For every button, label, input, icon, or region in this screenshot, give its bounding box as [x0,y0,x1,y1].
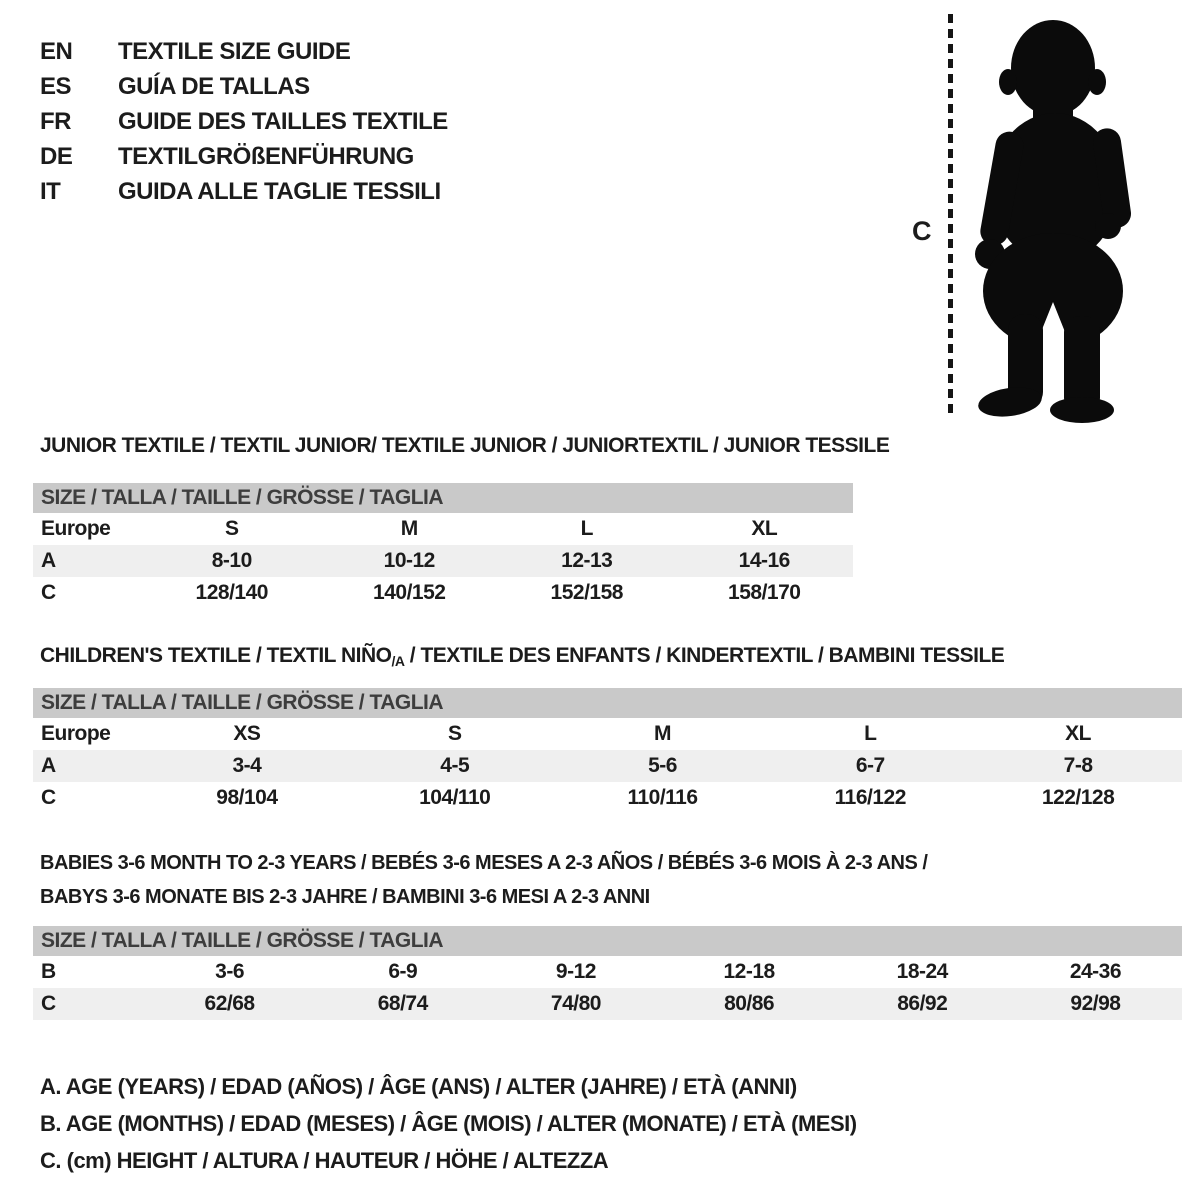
language-code: EN [40,37,73,65]
height-cell: 62/68 [204,992,255,1015]
babies-section-title [40,846,927,914]
babies-size-table [33,926,1182,1020]
legend-line-age-years: A. AGE (YEARS) / EDAD (AÑOS) / ÂGE (ANS) / ALTER (JAHRE) / ETÀ (ANNI) [40,1074,797,1099]
row-label: Europe [41,517,111,540]
language-row-fr [40,104,448,139]
size-header-band: SIZE / TALLA / TAILLE / GRÖSSE / TAGLIA [33,926,1182,956]
size-header-band: SIZE / TALLA / TAILLE / GRÖSSE / TAGLIA [33,483,853,513]
table-row-height [33,988,1182,1020]
children-section-title [40,644,1004,669]
junior-section-title: JUNIOR TEXTILE / TEXTIL JUNIOR/ TEXTILE JUNIOR / JUNIORTEXTIL / JUNIOR TESSILE [40,434,890,457]
row-label: C [41,992,56,1015]
height-cell: 158/170 [728,581,801,604]
height-cell: 110/116 [627,786,698,809]
guide-title: TEXTILE SIZE GUIDE [118,37,351,65]
table-row-age [33,750,1182,782]
legend-line-height: C. (cm) HEIGHT / ALTURA / HAUTEUR / HÖHE / ALTEZZA [40,1148,609,1173]
row-label: C [41,786,56,809]
children-title-pre: CHILDREN'S TEXTILE / TEXTIL NIÑO [40,644,392,667]
height-cell: 128/140 [195,581,268,604]
legend-line-age-months: B. AGE (MONTHS) / EDAD (MESES) / ÂGE (MOIS) / ALTER (MONATE) / ETÀ (MESI) [40,1111,857,1136]
language-row-en [40,34,448,69]
children-size-table [33,688,1182,814]
months-cell: 12-18 [723,960,775,983]
size-cell: XL [1065,722,1091,745]
size-cell: L [580,517,593,540]
row-label: A [41,754,56,777]
language-code: DE [40,142,73,170]
height-cell: 86/92 [897,992,948,1015]
height-cell: 74/80 [550,992,601,1015]
toddler-silhouette-icon [958,16,1148,424]
months-cell: 9-12 [555,960,596,983]
height-cell: 80/86 [724,992,775,1015]
language-row-it [40,174,448,209]
size-header-band: SIZE / TALLA / TAILLE / GRÖSSE / TAGLIA [33,688,1182,718]
height-cell: 152/158 [550,581,623,604]
height-cell: 122/128 [1041,786,1115,809]
size-cell: XL [751,517,778,540]
language-code: FR [40,107,71,135]
measurement-legend [40,1068,857,1179]
age-cell: 4-5 [440,754,470,777]
age-cell: 14-16 [738,549,790,572]
language-title-block [40,34,448,209]
height-cell: 116/122 [834,786,906,809]
table-row-height [33,577,853,609]
children-title-post: / TEXTILE DES ENFANTS / KINDERTEXTIL / BAMBINI TESSILE [404,644,1005,667]
guide-title: TEXTILGRÖßENFÜHRUNG [118,142,414,170]
size-cell: XS [233,722,261,745]
size-cell: S [447,722,462,745]
size-cell: L [864,722,877,745]
age-cell: 6-7 [855,754,885,777]
language-row-de [40,139,448,174]
guide-title: GUIDA ALLE TAGLIE TESSILI [118,177,441,205]
height-cell: 68/74 [377,992,428,1015]
age-cell: 10-12 [383,549,435,572]
height-cell: 92/98 [1070,992,1121,1015]
children-title-sub: /A [391,653,405,669]
size-cell: M [400,517,418,540]
size-cell: M [653,722,671,745]
table-row-europe [33,718,1182,750]
months-cell: 3-6 [215,960,245,983]
junior-size-table [33,483,853,609]
row-label: C [41,581,56,604]
dashed-measure-line [948,14,953,418]
table-row-age [33,545,853,577]
months-cell: 24-36 [1069,960,1122,983]
babies-title-line1: BABIES 3-6 MONTH TO 2-3 YEARS / BEBÉS 3-6 MESES A 2-3 AÑOS / BÉBÉS 3-6 MOIS À 2-3 ANS / [40,852,928,874]
row-label: Europe [41,722,111,745]
months-cell: 6-9 [388,960,418,983]
size-cell: S [224,517,239,540]
months-cell: 18-24 [896,960,948,983]
age-cell: 3-4 [232,754,262,777]
height-cell: 140/152 [373,581,446,604]
table-row-height [33,782,1182,814]
table-row-europe [33,513,853,545]
guide-title: GUÍA DE TALLAS [118,72,310,100]
language-code: IT [40,177,61,205]
row-label: A [41,549,56,572]
age-cell: 8-10 [211,549,252,572]
height-cell: 104/110 [419,786,491,809]
babies-title-line2: BABYS 3-6 MONATE BIS 2-3 JAHRE / BAMBINI 3-6 MESI A 2-3 ANNI [40,886,650,908]
row-label: B [41,960,56,983]
language-code: ES [40,72,72,100]
height-cell: 98/104 [216,786,278,809]
age-cell: 7-8 [1063,754,1093,777]
language-row-es [40,69,448,104]
age-cell: 12-13 [561,549,613,572]
age-cell: 5-6 [648,754,677,777]
table-row-months [33,956,1182,988]
height-measure-label: C [912,216,931,246]
guide-title: GUIDE DES TAILLES TEXTILE [118,107,448,135]
